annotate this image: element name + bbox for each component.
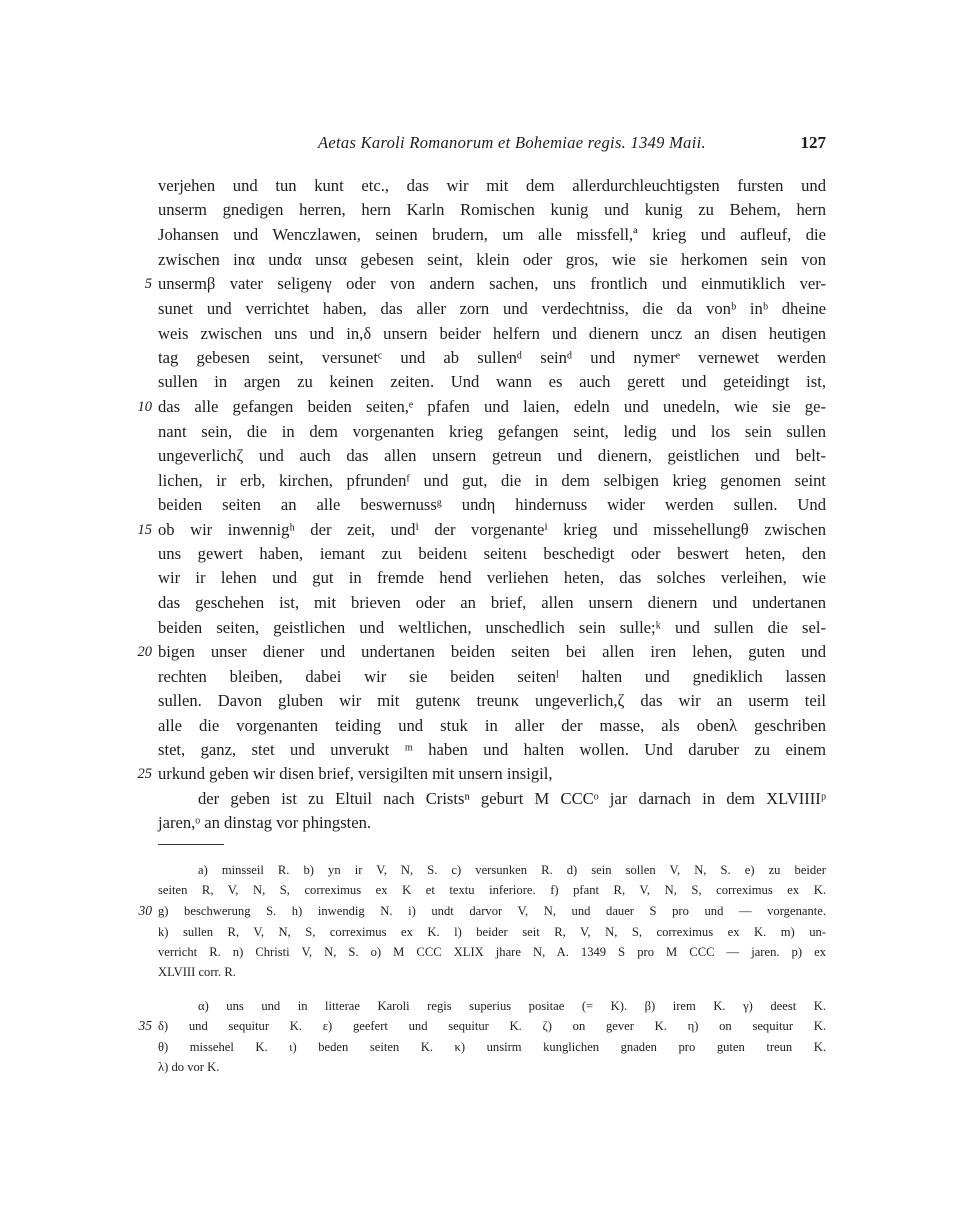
text-line: sullen. Davon gluben wir mit gutenκ treunκ ungeverlich,ζ das wir an userm teil: [158, 691, 826, 710]
text-line: wir ir lehen und gut in fremde hend verliehen heten, das solches verleihen, wie: [158, 568, 826, 587]
text-line: ungeverlichζ und auch das allen unsern getreun und dienern, geistlichen und belt-: [158, 446, 826, 465]
footnote-line: seiten R, V, N, S, correximus ex K et textu inferiore. f) pfant R, V, N, S, correximus ex K.: [158, 883, 826, 897]
text-line: sunet und verrichtet haben, das aller zorn und verdechtniss, die da vonᵇ inᵇ dheine: [158, 299, 826, 318]
margin-line-number: 15: [137, 522, 152, 538]
text-line: unsermβ vater seligenγ oder von andern sachen, uns frontlich und einmutiklich ver-: [158, 274, 826, 293]
text-line: urkund geben wir disen brief, versigilten mit unsern insigil,: [158, 764, 553, 783]
dating-line: der geben ist zu Eltuil nach Cristsⁿ geburt M CCCᵒ jar darnach in dem XLVIIIIᵖ: [198, 789, 826, 808]
margin-line-number: 35: [138, 1018, 152, 1033]
margin-line-number: 20: [137, 644, 152, 660]
text-line: bigen unser diener und undertanen beiden seiten bei allen iren lehen, guten und: [158, 642, 826, 661]
text-line: unserm gnedigen herren, hern Karln Romischen kunig und kunig zu Behem, hern: [158, 200, 826, 219]
footnote-line: a) minsseil R. b) yn ir V, N, S. c) versunken R. d) sein sollen V, N, S. e) zu beider: [198, 863, 826, 877]
footnote-line: λ) do vor K.: [158, 1060, 220, 1074]
text-line: Johansen und Wenczlawen, seinen brudern, um alle missfell,ª krieg und aufleuf, die: [158, 225, 826, 244]
text-line: uns gewert haben, iemant zuι beidenι seitenι beschedigt oder beswert heten, den: [158, 544, 826, 563]
footnote-separator: [158, 844, 224, 845]
footnote-line: g) beschwerung S. h) inwendig N. i) undt darvor V, N, und dauer S pro und — vorgenante.: [158, 904, 826, 918]
text-line: sullen in argen zu keinen zeiten. Und wann es auch gerett und geteidingt ist,: [158, 372, 826, 391]
footnote-line: verricht R. n) Christi V, N, S. o) M CCC XLIX jhare N, A. 1349 S pro M CCC — jaren. p) ex: [158, 945, 826, 959]
text-line: das alle gefangen beiden seiten,ᵉ pfafen und laien, edeln und unedeln, wie sie ge-: [158, 397, 826, 416]
page-number: 127: [800, 133, 826, 152]
text-line: nant sein, die in dem vorgenanten krieg gefangen seint, ledig und los sein sullen: [158, 422, 826, 441]
margin-line-number: 5: [144, 276, 152, 292]
footnote-line: δ) und sequitur K. ε) geefert und sequitur K. ζ) on gever K. η) on sequitur K.: [158, 1019, 826, 1033]
text-line: beiden seiten, geistlichen und weltlichen, unschedlich sein sulle;ᵏ und sullen die sel-: [158, 618, 826, 637]
text-line: tag gebesen seint, versunetᶜ und ab sullenᵈ seinᵈ und nymerᵉ vernewet werden: [158, 348, 826, 367]
margin-line-number: 30: [138, 903, 152, 918]
text-line: zwischen inα undα unsα gebesen seint, klein oder gros, wie sie herkomen sein von: [158, 250, 826, 269]
footnote-line: XLVIII corr. R.: [158, 965, 236, 979]
margin-line-number: 25: [137, 766, 152, 782]
text-line: alle die vorgenanten teiding und stuk in aller der masse, als obenλ geschriben: [158, 716, 826, 735]
footnote-line: k) sullen R, V, N, S, correximus ex K. l) beider seit R, V, N, S, correximus ex K. m) un-: [158, 925, 826, 939]
margin-line-number: 10: [137, 399, 152, 415]
text-line: weis zwischen uns und in,δ unsern beider helfern und dienern uncz an disen heutigen: [158, 324, 826, 343]
text-line: lichen, ir erb, kirchen, pfrundenᶠ und gut, die in dem selbigen krieg genomen seint: [158, 471, 826, 490]
footnote-line: θ) missehel K. ι) beden seiten K. κ) unsirm kunglichen gnaden pro guten treun K.: [158, 1040, 826, 1054]
text-line: ob wir inwennigʰ der zeit, undⁱ der vorgenanteⁱ krieg und missehellungθ zwischen: [158, 520, 826, 539]
text-line: beiden seiten an alle beswernussᵍ undη hindernuss wider werden sullen. Und: [158, 495, 826, 514]
text-line: das geschehen ist, mit brieven oder an brief, allen unsern dienern und undertanen: [158, 593, 826, 612]
footnote-line: α) uns und in litterae Karoli regis superius positae (= K). β) irem K. γ) deest K.: [198, 999, 826, 1013]
running-title: Aetas Karoli Romanorum et Bohemiae regis. 1349 Maii.: [318, 133, 706, 152]
page-header: [158, 133, 826, 155]
text-line: verjehen und tun kunt etc., das wir mit dem allerdurchleuchtigsten fursten und: [158, 176, 826, 195]
text-line: stet, ganz, stet und unverukt ᵐ haben und halten wollen. Und daruber zu einem: [158, 740, 826, 759]
text-line: jaren,ᵒ an dinstag vor phingsten.: [158, 813, 372, 832]
text-line: rechten bleiben, dabei wir sie beiden seitenˡ halten und gnediklich lassen: [158, 667, 826, 686]
